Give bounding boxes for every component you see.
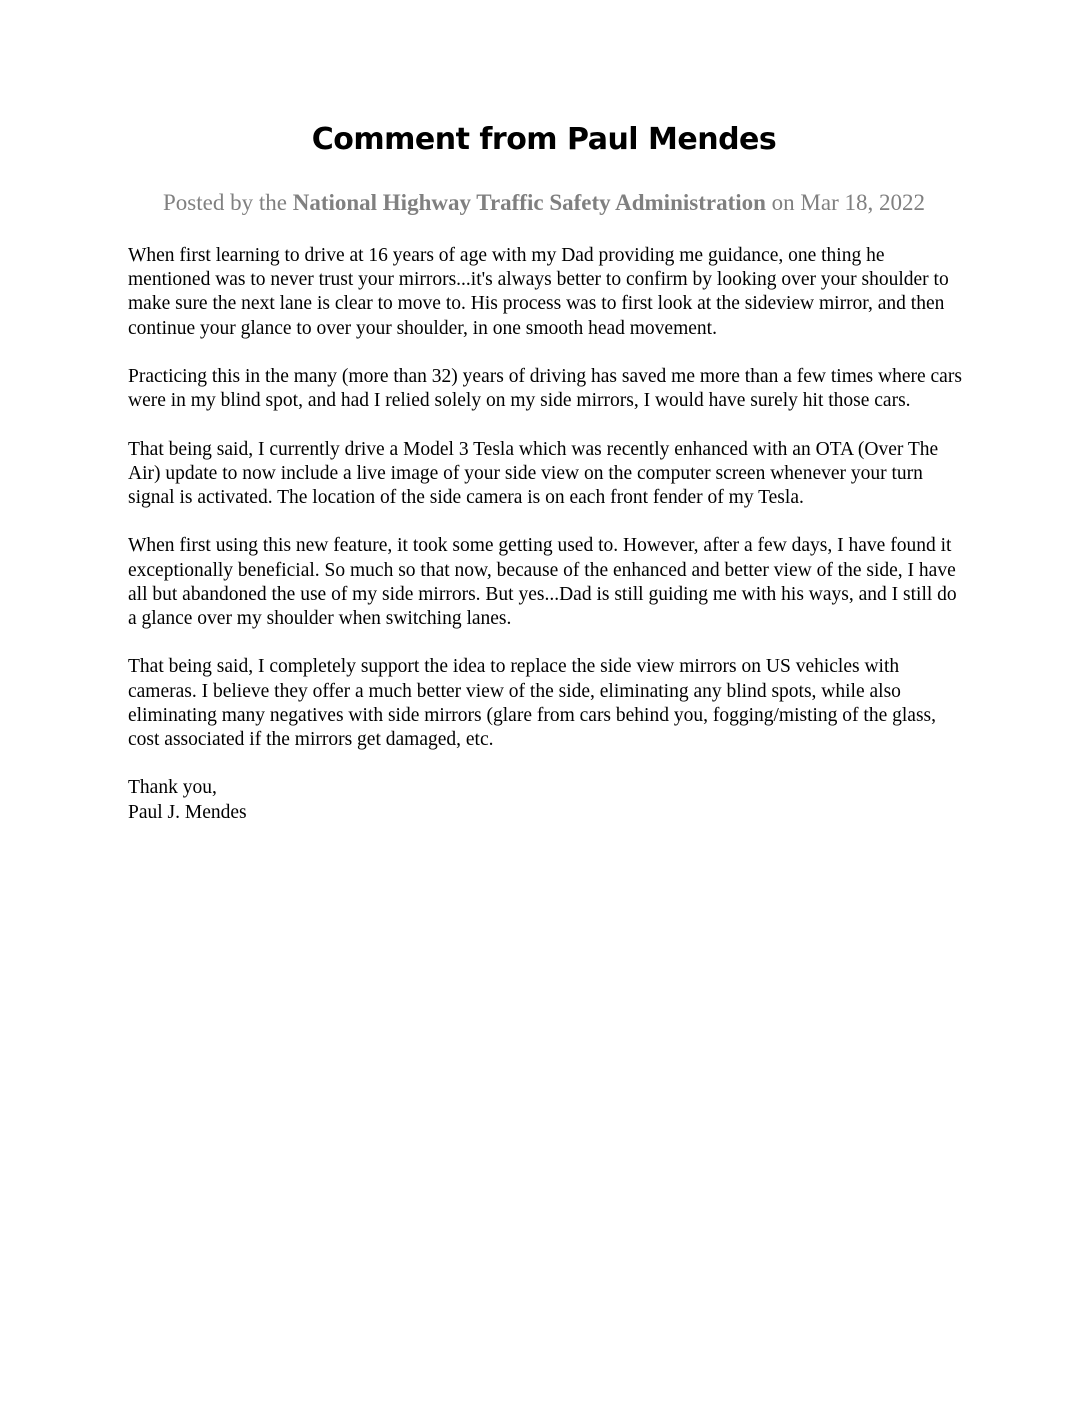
comment-paragraph-3: That being said, I currently drive a Model 3 Tesla which was recently enhanced with an OTA (Over The Air) update to now include a live image of your side view on the computer screen whenever your turn signal is activated. The location of the side camera is on each front fender of my Tesla. [128, 438, 939, 508]
posted-by-organization: National Highway Traffic Safety Administration [292, 190, 766, 215]
comment-paragraph-2: Practicing this in the many (more than 32) years of driving has saved me more than a few times where cars were in my blind spot, and had I relied solely on my side mirrors, I would have surely hit those cars. [128, 366, 962, 412]
comment-paragraph-1: When first learning to drive at 16 years of age with my Dad providing me guidance, one thing he mentioned was to never trust your mirrors...it's always better to confirm by looking over your shoulder to make sure the next lane is clear to move to. His process was to first look at the sideview mirror, and then continue your glance to over your shoulder, in one smooth head movement. [128, 245, 949, 339]
comment-paragraph-5: That being said, I completely support the idea to replace the side view mirrors on US vehicles with cameras. I believe they offer a much better view of the side, eliminating any blind spots, while also eliminating many negatives with side mirrors (glare from cars behind you, fogging/misting of the glass, cost associated if the mirrors get damaged, etc. [128, 656, 937, 750]
page-title: Comment from Paul Mendes [311, 122, 777, 157]
posted-date: on Mar 18, 2022 [765, 190, 925, 215]
posted-by-prefix: Posted by the [163, 190, 293, 215]
comment-body [128, 244, 968, 825]
signature-name: Paul J. Mendes [128, 801, 247, 823]
comment-paragraph-4: When first using this new feature, it took some getting used to. However, after a few days, I have found it exceptionally beneficial. So much so that now, because of the enhanced and better view of the side, I have all but abandoned the use of my side mirrors. But yes...Dad is still guiding me with his ways, and I still do a glance over my shoulder when switching lanes. [128, 535, 957, 629]
closing-text: Thank you, [128, 777, 217, 799]
signoff-block [128, 776, 968, 824]
posted-by-line [0, 190, 1088, 216]
